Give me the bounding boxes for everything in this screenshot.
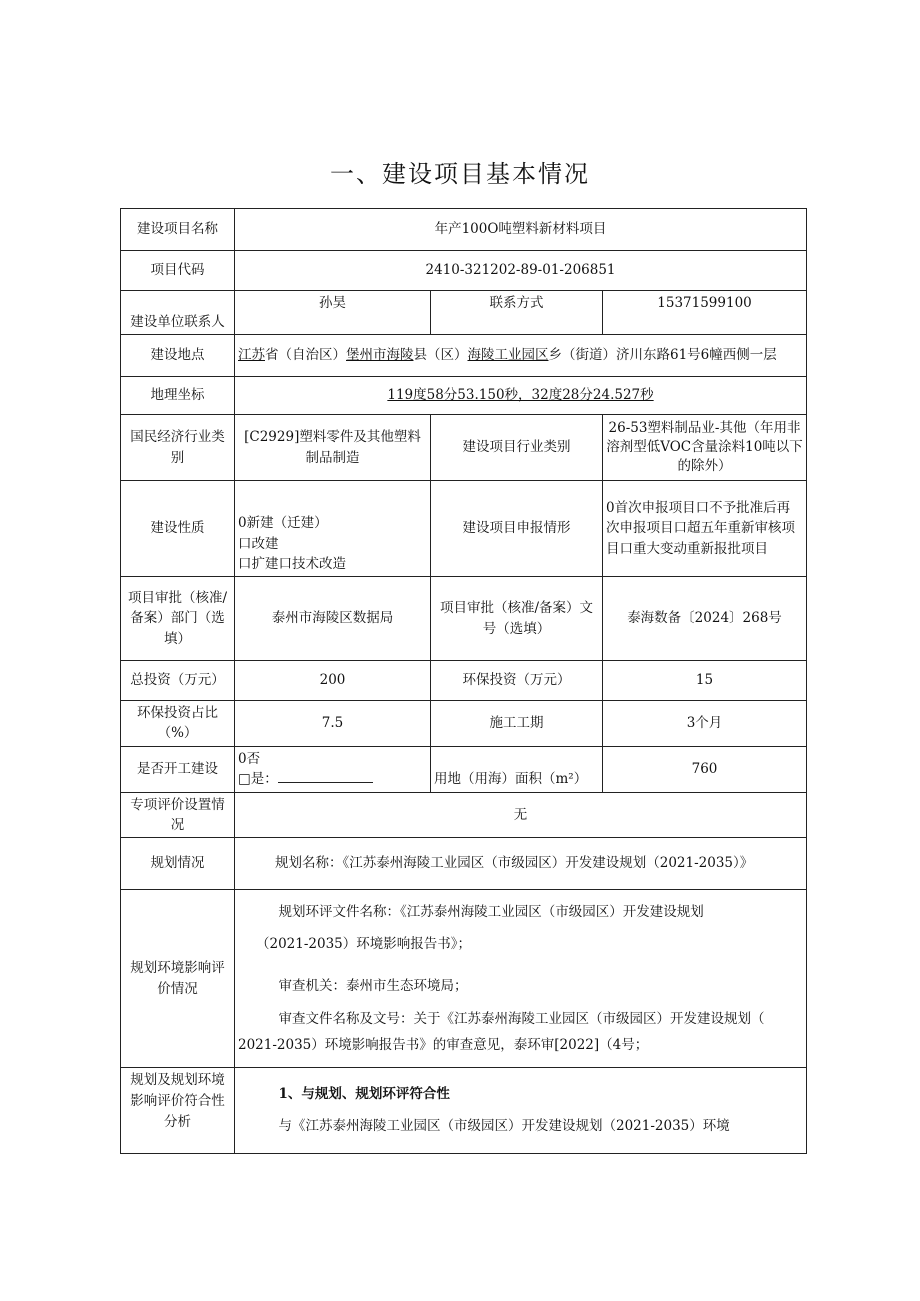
planning-env-line-4: 审查文件名称及文号：关于《江苏泰州海陵工业园区（市级园区）开发建设规划（ [278,1010,765,1027]
row-coords [121,377,807,415]
started-options [235,746,431,792]
row-planning-env [121,890,807,1068]
row-conformity [121,1068,807,1154]
location-street: 乡（街道）济川东路61号6幢西侧一层 [548,347,777,364]
coords-label: 地理坐标 [121,377,235,415]
project-code-value: 2410-321202-89-01-206851 [235,251,807,291]
contact-label: 建设单位联系人 [121,291,235,335]
industry-value: [C2929]塑料零件及其他塑料制品制造 [235,415,431,481]
coords-text: 119度58分53.150秒，32度28分24.527秒 [387,387,654,404]
period-value: 3个月 [603,701,807,747]
location-value [235,335,807,377]
nature-options [235,481,431,577]
location-city: 堡州市 [346,347,387,364]
planning-env-line-5: 2021-2035）环境影响报告书》的审查意见，泰环审[2022]（4号； [238,1036,649,1053]
conformity-subtitle: 1、与规划、规划环评符合性 [278,1086,450,1102]
location-county: 海陵 [386,347,414,364]
planning-value: 规划名称：《江苏泰州海陵工业园区（市级园区）开发建设规划（2021-2035）》 [235,838,807,890]
row-approval [121,577,807,661]
started-option-yes-row [238,769,427,789]
industry-category-value: 26-53塑料制品业-其他（年用非溶剂型低VOC含量涂料10吨以下的除外） [603,415,807,481]
planning-env-line-1: 规划环评文件名称：《江苏泰州海陵工业园区（市级园区）开发建设规划 [278,903,704,920]
ratio-value: 7.5 [235,701,431,747]
row-ratio [121,701,807,747]
approval-dept-value: 泰州市海陵区数据局 [235,577,431,661]
approval-doc-value: 泰海数备〔2024〕268号 [603,577,807,661]
project-name-label: 建设项目名称 [121,209,235,251]
area-label: 用地（用海）面积（m²） [431,746,603,792]
contact-method-label: 联系方式 [431,291,603,335]
row-planning [121,838,807,890]
env-investment-label: 环保投资（万元） [431,661,603,701]
row-industry [121,415,807,481]
row-location [121,335,807,377]
investment-label: 总投资（万元） [121,661,235,701]
page-title: 一、建设项目基本情况 [330,160,590,188]
planning-env-value [235,890,807,1068]
planning-label: 规划情况 [121,838,235,890]
conformity-value [235,1068,807,1154]
row-special [121,792,807,838]
special-label: 专项评价设置情况 [121,792,235,838]
row-contact [121,291,807,335]
row-project-code [121,251,807,291]
row-started [121,746,807,792]
investment-value: 200 [235,661,431,701]
contact-phone: 15371599100 [603,291,807,335]
nature-option-expand: 口扩建口技术改造 [238,555,346,572]
approval-doc-label: 项目审批（核准/备案）文号（选填） [431,577,603,661]
report-situation-label: 建设项目申报情形 [431,481,603,577]
coords-value [235,377,807,415]
planning-env-line-2: （2021-2035）环境影响报告书》； [256,936,472,953]
period-label: 施工工期 [431,701,603,747]
approval-dept-label: 项目审批（核准/备案）部门（选填） [121,577,235,661]
started-yes-blank [278,770,373,783]
area-value: 760 [603,746,807,792]
project-code-label: 项目代码 [121,251,235,291]
env-investment-value: 15 [603,661,807,701]
project-info-table [120,208,807,1154]
planning-env-label: 规划环境影响评价情况 [121,890,235,1068]
location-province: 江苏 [238,347,265,364]
contact-person: 孙昊 [235,291,431,335]
nature-option-new: 0新建（迁建） [238,515,328,532]
started-option-no: 0否 [238,750,261,767]
report-situation-value: 0首次申报项目口不予批准后再次申报项目口超五年重新审核项目口重大变动重新报批项目 [603,481,807,577]
special-value: 无 [235,792,807,838]
industry-category-label: 建设项目行业类别 [431,415,603,481]
planning-env-line-3: 审查机关：泰州市生态环境局； [278,978,468,995]
nature-option-rebuild: 口改建 [238,535,279,552]
started-option-yes: □是： [238,771,278,787]
conformity-label: 规划及规划环境影响评价符合性分析 [121,1068,235,1154]
location-county-suffix: 县（区） [413,347,468,364]
conformity-text: 与《江苏泰州海陵工业园区（市级园区）开发建设规划（2021-2035）环境 [278,1118,730,1135]
location-label: 建设地点 [121,335,235,377]
industry-label: 国民经济行业类别 [121,415,235,481]
location-park: 海陵工业园区 [467,347,549,364]
row-project-name [121,209,807,251]
nature-label: 建设性质 [121,481,235,577]
row-nature [121,481,807,577]
row-investment [121,661,807,701]
started-label: 是否开工建设 [121,746,235,792]
location-province-suffix: 省（自治区） [265,347,346,364]
ratio-label: 环保投资占比（%） [121,701,235,747]
project-name-value: 年产100O吨塑料新材料项目 [235,209,807,251]
